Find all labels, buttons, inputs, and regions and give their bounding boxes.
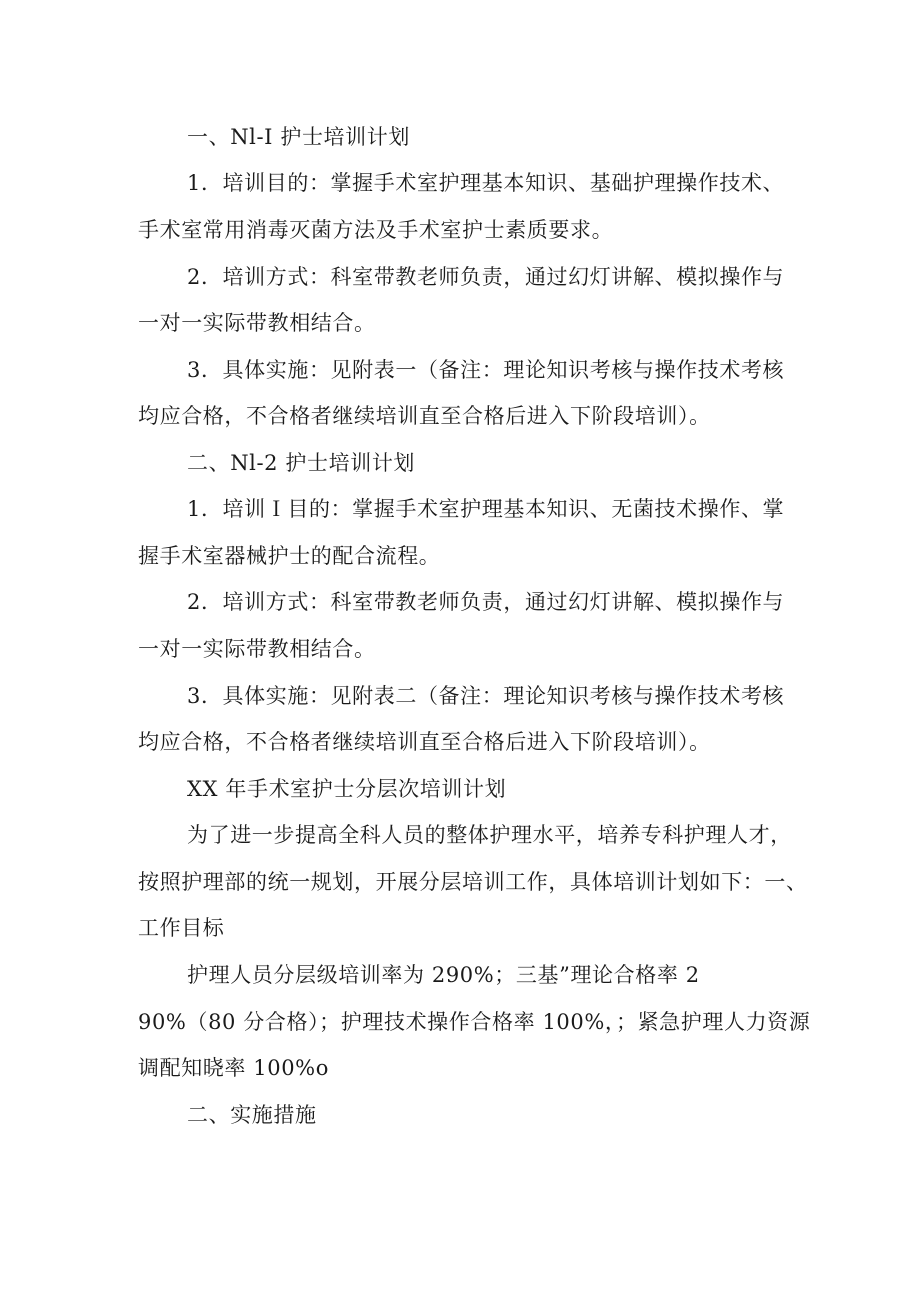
paragraph-line: 2．培训方式：科室带教老师负责，通过幻灯讲解、模拟操作与: [187, 590, 785, 614]
paragraph-line: 护理人员分层级培训率为 290%；三基”理论合格率 2: [187, 963, 700, 987]
paragraph-line: 一对一实际带教相结合。: [138, 311, 376, 335]
section-heading-n1-1: 一、Nl-I 护士培训计划: [187, 125, 410, 149]
paragraph-line: 握手术室器械护士的配合流程。: [138, 544, 441, 568]
section-heading-work-goals: 工作目标: [138, 916, 225, 940]
paragraph-line: 3．具体实施：见附表二（备注：理论知识考核与操作技术考核: [187, 684, 785, 708]
paragraph-line: 调配知晓率 100%o: [138, 1056, 329, 1080]
paragraph-line: 为了进一步提高全科人员的整体护理水平，培养专科护理人才，: [187, 823, 792, 847]
section-heading-measures: 二、实施措施: [187, 1103, 317, 1127]
paragraph-line: 1．培训目的：掌握手术室护理基本知识、基础护理操作技术、: [187, 171, 785, 195]
paragraph-line: 一对一实际带教相结合。: [138, 637, 376, 661]
document-title: XX 年手术室护士分层次培训计划: [187, 777, 507, 801]
paragraph-line: 2．培训方式：科室带教老师负责，通过幻灯讲解、模拟操作与: [187, 265, 785, 289]
paragraph-line: 按照护理部的统一规划，开展分层培训工作，具体培训计划如下：一、: [138, 870, 808, 894]
section-heading-n1-2: 二、Nl-2 护士培训计划: [187, 451, 416, 475]
paragraph-line: 3．具体实施：见附表一（备注：理论知识考核与操作技术考核: [187, 358, 785, 382]
paragraph-line: 手术室常用消毒灭菌方法及手术室护士素质要求。: [138, 218, 614, 242]
paragraph-line: 均应合格，不合格者继续培训直至合格后进入下阶段培训）。: [138, 404, 711, 428]
paragraph-line: 90%（80 分合格）；护理技术操作合格率 100%，；紧急护理人力资源: [138, 1010, 811, 1034]
paragraph-line: 1．培训Ｉ目的：掌握手术室护理基本知识、无菌技术操作、掌: [187, 497, 785, 521]
paragraph-line: 均应合格，不合格者继续培训直至合格后进入下阶段培训）。: [138, 730, 711, 754]
